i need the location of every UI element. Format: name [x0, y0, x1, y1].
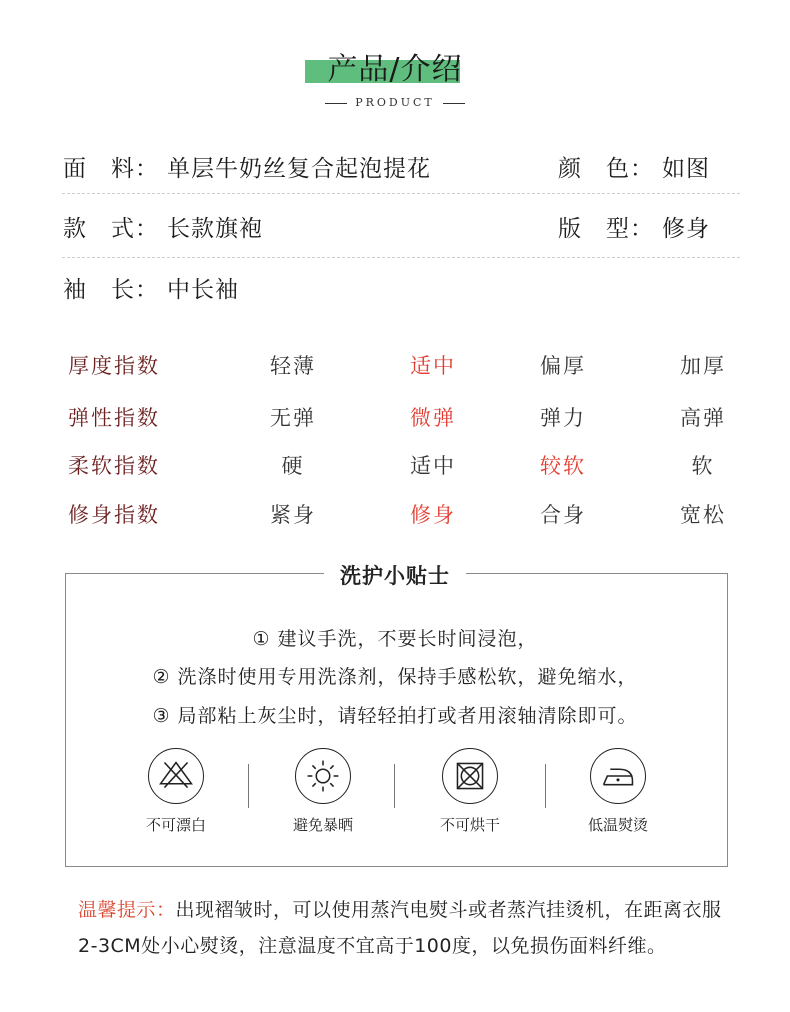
- attr-color: [558, 150, 710, 183]
- index-option: 高弹: [680, 406, 726, 430]
- attr-style-value: 长款旗袍: [167, 216, 263, 242]
- index-option: 弹力: [540, 406, 586, 430]
- attr-style: [63, 210, 263, 243]
- index-option: 轻薄: [270, 354, 316, 378]
- care-title: 洗护小贴士: [340, 564, 450, 588]
- attr-fit: [558, 210, 710, 243]
- divider: [62, 193, 740, 194]
- care-line: ③ 局部粘上灰尘时，请轻轻拍打或者用滚轴清除即可。: [152, 705, 638, 727]
- no-bleach-icon: [148, 748, 204, 804]
- attr-fit-value: 修身: [662, 216, 710, 242]
- index-label: 修身指数: [68, 503, 160, 527]
- page-subtitle: [0, 96, 790, 109]
- page-title: 产品/介绍: [327, 52, 463, 87]
- attr-color-label: 颜 色：: [558, 156, 654, 182]
- index-option: 软: [691, 454, 715, 478]
- icon-separator: [248, 764, 249, 808]
- avoid-sun-label: 避免暴晒: [292, 816, 353, 834]
- attr-style-label: 款 式：: [63, 216, 159, 242]
- attr-color-value: 如图: [662, 156, 710, 182]
- index-option: 加厚: [680, 354, 726, 378]
- index-label: 弹性指数: [68, 406, 160, 430]
- low-iron-icon: [590, 748, 646, 804]
- index-option: 紧身: [270, 503, 316, 527]
- warm-tip-text: 出现褶皱时，可以使用蒸汽电熨斗或者蒸汽挂烫机，在距离衣服2-3CM处小心熨烫，注意温度不宜高于100度，以免损伤面料纤维。: [78, 899, 722, 957]
- index-option: 适中: [410, 454, 456, 478]
- index-option-selected: 修身: [410, 503, 456, 527]
- icon-separator: [545, 764, 546, 808]
- care-line: ① 建议手洗，不要长时间浸泡，: [252, 628, 538, 650]
- subtitle-text: PRODUCT: [355, 96, 435, 109]
- avoid-sun-icon: [295, 748, 351, 804]
- subtitle-dash-left: [325, 103, 347, 104]
- index-label: 柔软指数: [68, 454, 160, 478]
- attr-fabric-value: 单层牛奶丝复合起泡提花: [167, 156, 431, 182]
- icon-separator: [394, 764, 395, 808]
- attr-sleeve-value: 中长袖: [167, 277, 239, 303]
- index-option: 合身: [540, 503, 586, 527]
- attr-fit-label: 版 型：: [558, 216, 654, 242]
- attr-fabric-label: 面 料：: [63, 156, 159, 182]
- index-option-selected: 微弹: [410, 406, 456, 430]
- subtitle-dash-right: [443, 103, 465, 104]
- attr-sleeve: [63, 271, 239, 304]
- index-option: 宽松: [680, 503, 726, 527]
- divider: [62, 257, 740, 258]
- index-option: 偏厚: [540, 354, 586, 378]
- index-option-selected: 适中: [410, 354, 456, 378]
- index-option: 硬: [281, 454, 305, 478]
- index-option-selected: 较软: [540, 454, 586, 478]
- warm-tip-label: 温馨提示：: [78, 899, 176, 921]
- low-iron-label: 低温熨烫: [587, 816, 648, 834]
- warm-tip: [78, 892, 738, 964]
- care-line: ② 洗涤时使用专用洗涤剂，保持手感松软，避免缩水，: [152, 666, 638, 688]
- attr-sleeve-label: 袖 长：: [63, 277, 159, 303]
- attr-fabric: [63, 150, 431, 183]
- index-label: 厚度指数: [68, 354, 160, 378]
- index-option: 无弹: [270, 406, 316, 430]
- no-tumble-dry-label: 不可烘干: [439, 816, 500, 834]
- no-bleach-label: 不可漂白: [145, 816, 206, 834]
- no-tumble-dry-icon: [442, 748, 498, 804]
